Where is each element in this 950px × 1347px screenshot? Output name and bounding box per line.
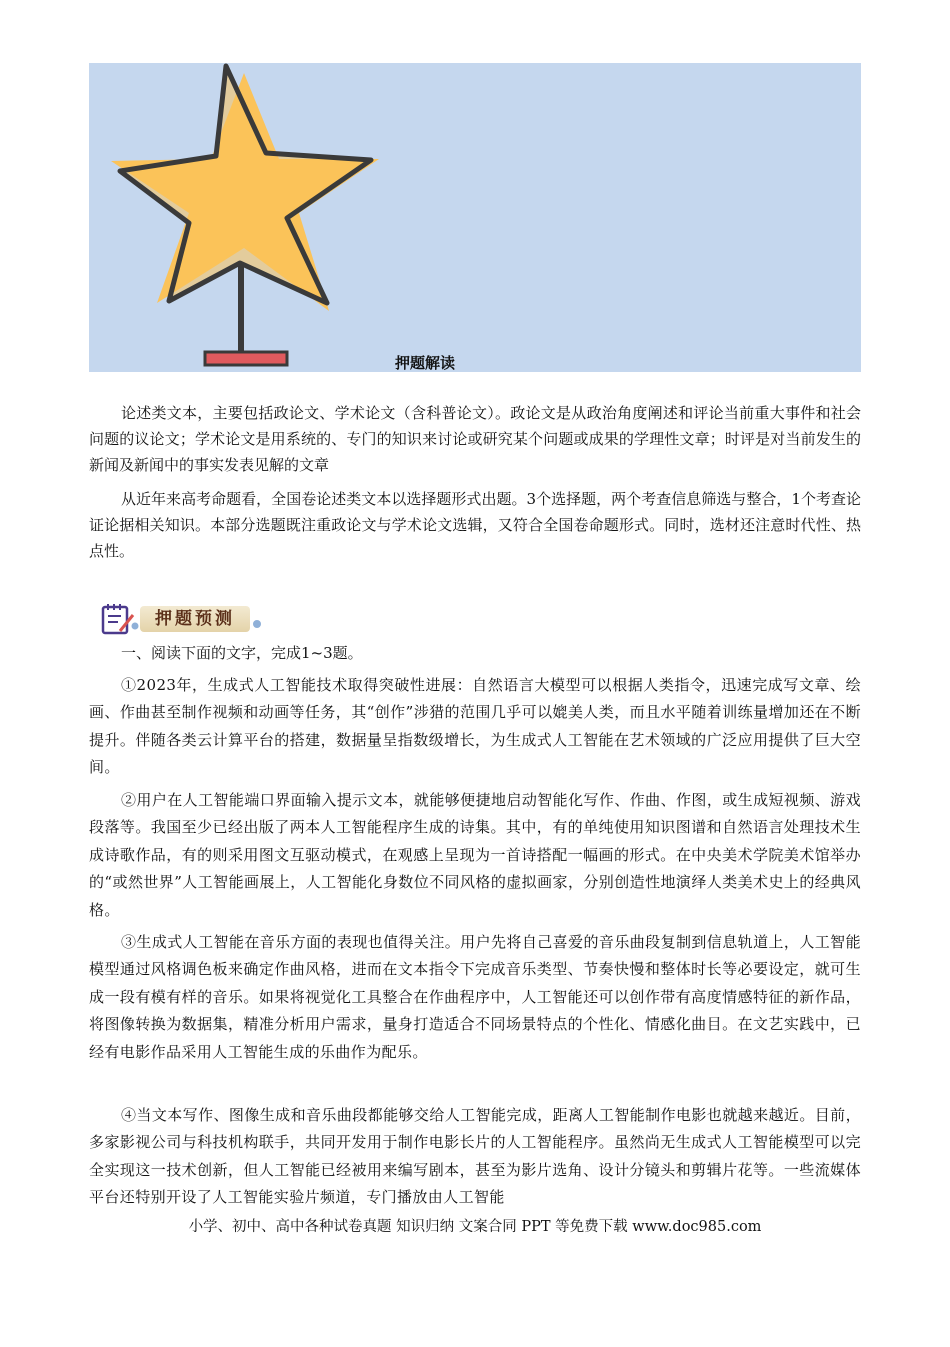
passage-paragraph-3: ③生成式人工智能在音乐方面的表现也值得关注。用户先将自己喜爱的音乐曲段复制到信息轨道上，人工智能模型通过风格调色板来确定作曲风格，进而在文本指令下完成音乐类型、节奏快慢和整体时长等必要设定，就可生成一段有模有样的音乐。如果将视觉化工具整合在作曲程序中，人工智能还可以创作带有高度情感特征的新作品，将图像转换为数据集，精准分析用户需求，量身打造适合不同场景特点的个性化、情感化曲目。在文艺实践中，已经有电影作品采用人工智能生成的乐曲作为配乐。 (89, 933, 861, 1061)
header-banner (89, 63, 861, 372)
notepad-pen-icon (100, 601, 140, 637)
question-intro: 一、阅读下面的文字，完成1~3题。 (121, 644, 363, 662)
passage-paragraph-4: ④当文本写作、图像生成和音乐曲段都能够交给人工智能完成，距离人工智能制作电影也就越来越近。目前，多家影视公司与科技机构联手，共同开发用于制作电影长片的人工智能程序。虽然尚无生成式人工智能模型可以完全实现这一技术创新，但人工智能已经被用来编写剧本，甚至为影片选角、设计分镜头和剪辑片花等。一些流媒体平台还特别开设了人工智能实验片频道，专门播放由人工智能 (89, 1106, 861, 1207)
intro-paragraph-1: 论述类文本，主要包括政论文、学术论文（含科普论文）。政论文是从政治角度阐述和评论当前重大事件和社会问题的议论文；学术论文是用系统的、专门的知识来讨论或研究某个问题或成果的学理性文章；时评是对当前发生的新闻及新闻中的事实发表见解的文章 (89, 404, 861, 474)
passage-paragraph-1: ①2023年，生成式人工智能技术取得突破性进展：自然语言大模型可以根据人类指令，迅速完成写文章、绘画、作曲甚至制作视频和动画等任务，其“创作”涉猎的范围几乎可以媲美人类，而且水平随着训练量增加还在不断提升。伴随各类云计算平台的搭建，数据量呈指数级增长，为生成式人工智能在艺术领域的广泛应用提供了巨大空间。 (89, 676, 861, 777)
star-base-shape (205, 352, 287, 365)
badge-dot-icon (252, 619, 262, 629)
passage-paragraph-2: ②用户在人工智能端口界面输入提示文本，就能够便捷地启动智能化写作、作曲、作图，或生成短视频、游戏段落等。我国至少已经出版了两本人工智能程序生成的诗集。其中，有的单纯使用知识图谱和自然语言处理技术生成诗歌作品，有的则采用图文互驱动模式，在观感上呈现为一首诗搭配一幅画的形式。在中央美术学院美术馆举办的“或然世界”人工智能画展上，人工智能化身数位不同风格的虚拟画家，分别创造性地演绎人类美术史上的经典风格。 (89, 791, 861, 919)
intro-paragraph-2: 从近年来高考命题看，全国卷论述类文本以选择题形式出题。3个选择题，两个考查信息筛选与整合，1个考查论证论据相关知识。本部分选题既注重政论文与学术论文选辑，又符合全国卷命题形式。同时，选材还注意时代性、热点性。 (89, 490, 861, 560)
banner-title: 押题解读 (395, 354, 456, 372)
page-footer: 小学、初中、高中各种试卷真题 知识归纳 文案合同 PPT 等免费下载 www.doc985.com (188, 1219, 762, 1235)
star-lamp-icon (89, 63, 861, 372)
section-badge-label: 押题预测 (140, 606, 250, 632)
